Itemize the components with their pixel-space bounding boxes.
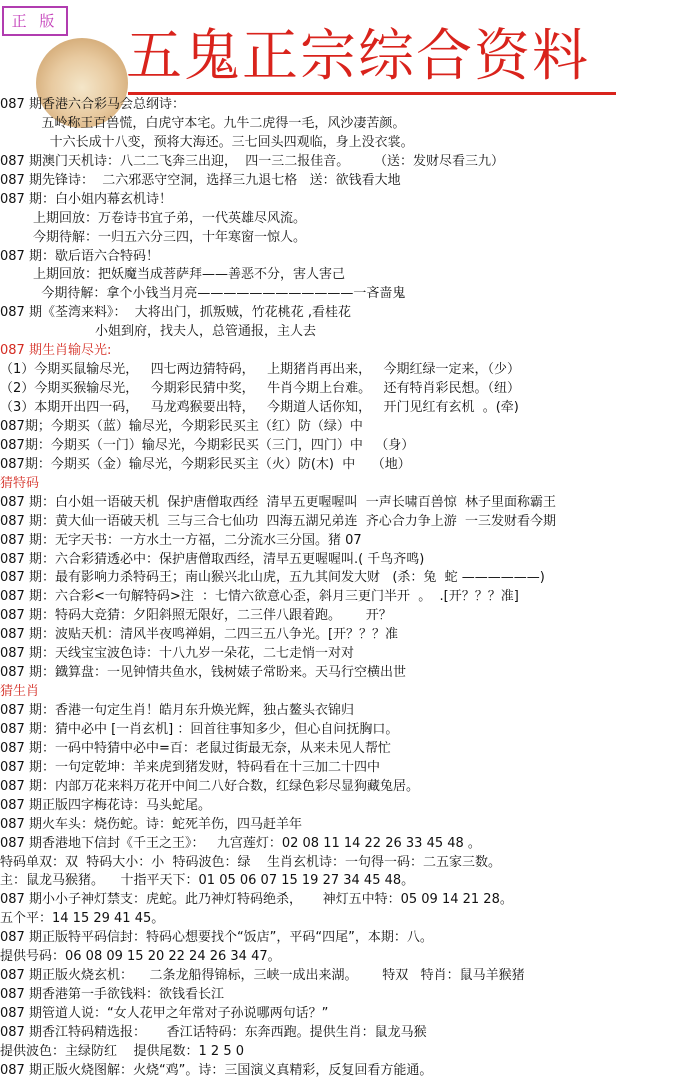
text-line: 087 期先锋诗： 二六邪恶守空洞，选择三九退七格 送：欲钱看大地 <box>0 172 401 188</box>
page-title: 五鬼正宗综合资料 <box>126 24 590 89</box>
text-line: 087 期：六合彩猜透必中：保护唐僧取西经，清早五更喔喔叫.( 千鸟齐鸣) <box>0 551 425 567</box>
section-heading: 猜生肖 <box>0 684 40 700</box>
text-line: 087 期火车头：烧伤蛇。诗：蛇死羊伤，四马赶羊年 <box>0 816 302 832</box>
text-line: 提供波色：主绿防红 提供尾数：1 2 5 0 <box>0 1043 245 1059</box>
text-line: 087 期正版火烧玄机： 二条龙船得锦标，三峡一成出来湖。 特双 特肖：鼠马羊猴猪 <box>0 968 525 984</box>
text-line: 087 期香港第一手欲钱料：欲钱看长江 <box>0 987 224 1003</box>
text-line: 087 期：香港一句定生肖！皓月东升焕光辉，独占鳌头衣锦归 <box>0 703 354 718</box>
text-line: 087 期：歇后语六合特码！ <box>0 248 159 264</box>
text-line: 小姐到府，找夫人，总管通报，主人去 <box>0 324 317 340</box>
text-line: 087 期：鐡算盘：一见钟情共鱼水，钱树婊子常盼来。天马行空横出世 <box>0 665 406 681</box>
text-line: 087 期：天线宝宝波色诗：十八九岁一朵花，二七走悄一对对 <box>0 646 354 662</box>
text-line: 087 期：波贴天机：清风半夜鸣禅娟，二四三五八争光。[开？？？准 <box>0 627 399 643</box>
text-line: 087 期香港六合彩马会总纲诗： <box>0 97 185 112</box>
text-line: 上期回放：万卷诗书宜子弟，一代英雄尽风流。 <box>0 210 307 226</box>
text-line: 今期待解：一归五六分三四，十年寒窗一惊人。 <box>0 229 307 245</box>
text-line: 087 期香江特码精选报： 香江话特码：东奔西跑。提供生肖：鼠龙马猴 <box>0 1024 427 1040</box>
text-line: 087 期：白小姐一语破天机 保护唐僧取西经 清早五更喔喔叫 一声长啸百兽惊 林子里面称霸王 <box>0 494 557 510</box>
text-line: 087期：今期买（金）输尽光，今期彩民买主（火）防(木) 中 （地） <box>0 456 411 472</box>
text-line: 087 期小小子神灯禁支：虎蛇。此乃神灯特码绝杀， 神灯五中特：05 09 14 21 28。 <box>0 892 513 908</box>
text-line: 087 期管道人说：“女人花甲之年常对子孙说哪两句话？” <box>0 1006 329 1021</box>
section-heading: 猜特码 <box>0 475 40 491</box>
text-line: 上期回放：把妖魔当成菩萨拜——善恶不分，害人害己 <box>0 267 346 283</box>
text-line: （1）今期买鼠输尽光， 四七两边猜特码， 上期猪肖再出来， 今期红绿一定来，（少） <box>0 362 520 378</box>
text-line: 提供号码：06 08 09 15 20 22 24 26 34 47。 <box>0 949 281 965</box>
text-line: 087 期：特码大竞猜：夕阳斜照无限好，二三伴八跟着跑。 开？ <box>0 608 392 624</box>
text-line: 十六长成十八变，预将大海还。三七回头四观临，身上没衣裳。 <box>0 134 414 150</box>
content-body <box>0 96 695 1081</box>
text-line: 五岭称王百兽慌，白虎守本宅。九牛二虎得一毛，风沙凄苦颜。 <box>0 115 406 131</box>
text-line: 087 期正版四字梅花诗：马头蛇尾。 <box>0 797 211 813</box>
text-line: （3）本期开出四一码， 马龙鸡猴要出特， 今期道人话你知， 开门见红有玄机 。(牵) <box>0 400 519 415</box>
text-line: 087 期：一码中特猜中必中=百：老鼠过街最无奈，从来未见人帮忙 <box>0 740 391 756</box>
text-line: 087 期：最有影响力杀特码王；南山猴兴北山虎，五九其间发大财 (杀：兔 蛇 ——————) <box>0 570 545 586</box>
text-line: 特码单双：双 特码大小：小 特码波色：绿 生肖玄机诗：一句得一码：二五家三数。 <box>0 854 502 870</box>
text-line: 087 期澳门天机诗：八二二飞奔三出迎， 四一三二报佳音。 （送：发财尽看三九） <box>0 153 505 169</box>
section-heading: 087 期生肖输尽光: <box>0 343 112 359</box>
text-line: 087 期正版火烧图解：火烧“鸡”。诗：三国演义真精彩，反复回看方能通。 <box>0 1062 433 1078</box>
text-line: 087 期：无字天书：一方水土一方福，二分流水三分国。猪 07 <box>0 532 362 548</box>
text-line: 087 期正版特平码信封：特码心想要找个“饭店”，平码“四尾”，本期：八。 <box>0 930 433 946</box>
text-line: 087 期《荃湾来料》： 大将出门，抓叛贼，竹花桃花 ,看桂花 <box>0 305 351 321</box>
title-underline <box>128 92 616 95</box>
text-line: 087 期：六合彩<一句解特码>注 ：七情六欲意心歪，斜月三更门半开 。 .[开？？？准] <box>0 589 519 605</box>
text-line: 087期；今期买（蓝）输尽光，今期彩民买主（红）防（绿）中 <box>0 418 363 434</box>
text-line: 087 期：白小姐内幕玄机诗！ <box>0 191 172 207</box>
text-line: 五个平：14 15 29 41 45。 <box>0 911 165 927</box>
text-line: 主：鼠龙马猴猪。 十指平天下：01 05 06 07 15 19 27 34 45 48。 <box>0 873 415 889</box>
text-line: 087期：今期买（一门）输尽光，今期彩民买（三门，四门）中 （身） <box>0 437 415 453</box>
text-line: 087 期：内部万花来料万花开中间二八好合数，红绿色彩尽显狗藏兔居。 <box>0 778 419 794</box>
text-line: 087 期香港地下信封《千王之王》： 九宫莲灯：02 08 11 14 22 26 33 45 48 。 <box>0 835 481 851</box>
text-line: 087 期：黄大仙一语破天机 三与三合七仙功 四海五湖兄弟连 齐心合力争上游 一三发财看今期 <box>0 513 557 529</box>
text-line: （2）今期买猴输尽光， 今期彩民猜中奖， 牛肖今期上台难。 还有特肖彩民想。（纽） <box>0 381 520 397</box>
text-line: 今期待解：拿个小钱当月亮————————————一吝啬鬼 <box>0 286 406 302</box>
text-line: 087 期：猜中必中 [一肖玄机] ：回首往事知多少，但心自问抚胸口。 <box>0 721 399 737</box>
edition-badge: 正 版 <box>2 6 68 36</box>
text-line: 087 期：一句定乾坤：羊来虎到猪发财，特码看在十三加二十四中 <box>0 759 380 775</box>
